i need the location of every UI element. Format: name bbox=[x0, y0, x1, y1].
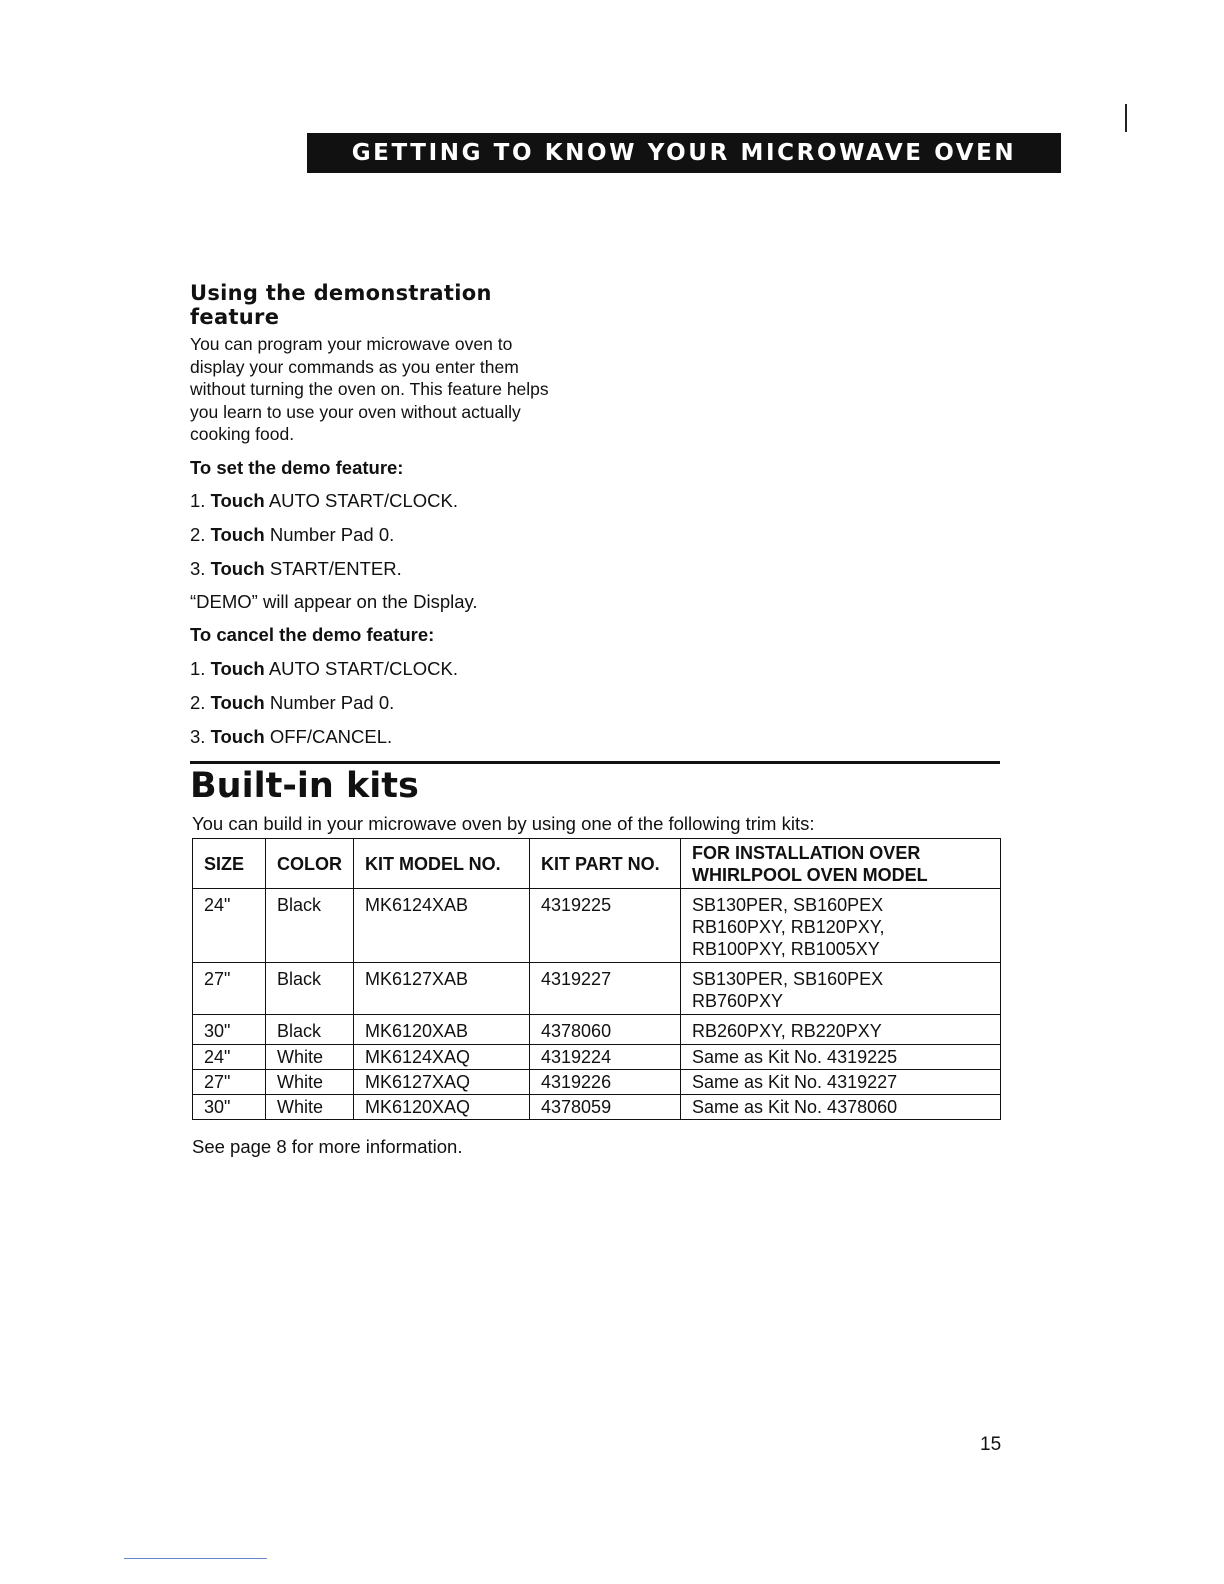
table-row bbox=[193, 1045, 1001, 1070]
cell-color: White bbox=[266, 1070, 354, 1095]
kits-intro: You can build in your microwave oven by using one of the following trim kits: bbox=[192, 813, 815, 834]
column-header-color: COLOR bbox=[266, 839, 354, 889]
table-row bbox=[193, 889, 1001, 963]
trim-kits-table bbox=[192, 838, 1001, 1120]
cell-installation bbox=[681, 963, 1001, 1015]
cell-installation bbox=[681, 1095, 1001, 1120]
installation-line: Same as Kit No. 4378060 bbox=[692, 1097, 898, 1117]
demo-heading-line2: feature bbox=[190, 305, 280, 329]
cell-kit-part: 4319225 bbox=[530, 889, 681, 963]
section-divider bbox=[190, 761, 1000, 764]
step-text: START/ENTER. bbox=[269, 558, 402, 579]
cell-size: 24" bbox=[193, 889, 266, 963]
cell-kit-part: 4378059 bbox=[530, 1095, 681, 1120]
cell-size: 24" bbox=[193, 1045, 266, 1070]
step-number: 3. bbox=[190, 558, 206, 579]
installation-line: Same as Kit No. 4319225 bbox=[692, 1047, 898, 1067]
kits-heading: Built-in kits bbox=[190, 766, 419, 806]
installation-line: RB760PXY bbox=[692, 991, 784, 1011]
column-header-kit-model: KIT MODEL NO. bbox=[354, 839, 530, 889]
kits-footnote: See page 8 for more information. bbox=[192, 1136, 463, 1157]
cell-installation bbox=[681, 889, 1001, 963]
cell-color: Black bbox=[266, 889, 354, 963]
installation-line: Same as Kit No. 4319227 bbox=[692, 1072, 898, 1092]
step-text: Number Pad 0. bbox=[269, 524, 395, 545]
cell-color: Black bbox=[266, 1015, 354, 1045]
cell-kit-model: MK6127XAB bbox=[354, 963, 530, 1015]
page-edge-mark bbox=[1125, 104, 1127, 132]
step-text: Number Pad 0. bbox=[269, 692, 395, 713]
step-text: OFF/CANCEL. bbox=[269, 726, 393, 747]
column-header-size: SIZE bbox=[193, 839, 266, 889]
installation-line: SB130PER, SB160PEX bbox=[692, 895, 884, 915]
cell-size: 27" bbox=[193, 963, 266, 1015]
cell-kit-part: 4319224 bbox=[530, 1045, 681, 1070]
step-number: 2. bbox=[190, 692, 206, 713]
set-step-2 bbox=[190, 524, 394, 546]
cell-kit-model: MK6120XAB bbox=[354, 1015, 530, 1045]
cell-size: 27" bbox=[193, 1070, 266, 1095]
cell-kit-part: 4378060 bbox=[530, 1015, 681, 1045]
step-verb: Touch bbox=[210, 658, 265, 679]
cell-kit-part: 4319226 bbox=[530, 1070, 681, 1095]
demo-intro: You can program your microwave oven to display your commands as you enter them without turning the oven on. This feature helps you learn to use your oven without actually cooking food. bbox=[190, 334, 549, 444]
section-banner: GETTING TO KNOW YOUR MICROWAVE OVEN bbox=[307, 133, 1061, 173]
demo-heading bbox=[190, 281, 550, 329]
page-number: 15 bbox=[980, 1434, 1002, 1455]
installation-line: RB100PXY, RB1005XY bbox=[692, 939, 880, 959]
table-row bbox=[193, 963, 1001, 1015]
cell-kit-model: MK6127XAQ bbox=[354, 1070, 530, 1095]
step-number: 1. bbox=[190, 490, 206, 511]
cell-color: White bbox=[266, 1095, 354, 1120]
step-verb: Touch bbox=[210, 524, 265, 545]
step-number: 1. bbox=[190, 658, 206, 679]
installation-line: RB160PXY, RB120PXY, bbox=[692, 917, 885, 937]
cancel-demo-title: To cancel the demo feature: bbox=[190, 624, 435, 645]
cancel-step-1 bbox=[190, 658, 458, 680]
cancel-step-2 bbox=[190, 692, 394, 714]
step-text: AUTO START/CLOCK. bbox=[268, 490, 458, 511]
cell-kit-model: MK6124XAB bbox=[354, 889, 530, 963]
step-number: 3. bbox=[190, 726, 206, 747]
installation-line: RB260PXY, RB220PXY bbox=[692, 1021, 882, 1041]
table-header-row bbox=[193, 839, 1001, 889]
cell-installation bbox=[681, 1015, 1001, 1045]
cell-kit-part: 4319227 bbox=[530, 963, 681, 1015]
step-verb: Touch bbox=[210, 692, 265, 713]
cell-color: White bbox=[266, 1045, 354, 1070]
table-row bbox=[193, 1095, 1001, 1120]
cell-kit-model: MK6124XAQ bbox=[354, 1045, 530, 1070]
demo-display-note: “DEMO” will appear on the Display. bbox=[190, 591, 478, 612]
table-row bbox=[193, 1070, 1001, 1095]
set-step-1 bbox=[190, 490, 458, 512]
step-number: 2. bbox=[190, 524, 206, 545]
column-header-installation: FOR INSTALLATION OVER WHIRLPOOL OVEN MODEL bbox=[681, 839, 1001, 889]
cell-size: 30" bbox=[193, 1015, 266, 1045]
column-header-kit-part: KIT PART NO. bbox=[530, 839, 681, 889]
step-verb: Touch bbox=[210, 490, 265, 511]
set-demo-title: To set the demo feature: bbox=[190, 457, 404, 478]
cancel-step-3 bbox=[190, 726, 392, 748]
demo-heading-line1: Using the demonstration bbox=[190, 281, 492, 305]
cell-installation bbox=[681, 1070, 1001, 1095]
cell-installation bbox=[681, 1045, 1001, 1070]
set-step-3 bbox=[190, 558, 402, 580]
step-verb: Touch bbox=[210, 558, 265, 579]
step-verb: Touch bbox=[210, 726, 265, 747]
cell-color: Black bbox=[266, 963, 354, 1015]
cell-kit-model: MK6120XAQ bbox=[354, 1095, 530, 1120]
footer-rule bbox=[124, 1558, 267, 1559]
cell-size: 30" bbox=[193, 1095, 266, 1120]
installation-line: SB130PER, SB160PEX bbox=[692, 969, 884, 989]
table-row bbox=[193, 1015, 1001, 1045]
step-text: AUTO START/CLOCK. bbox=[268, 658, 458, 679]
